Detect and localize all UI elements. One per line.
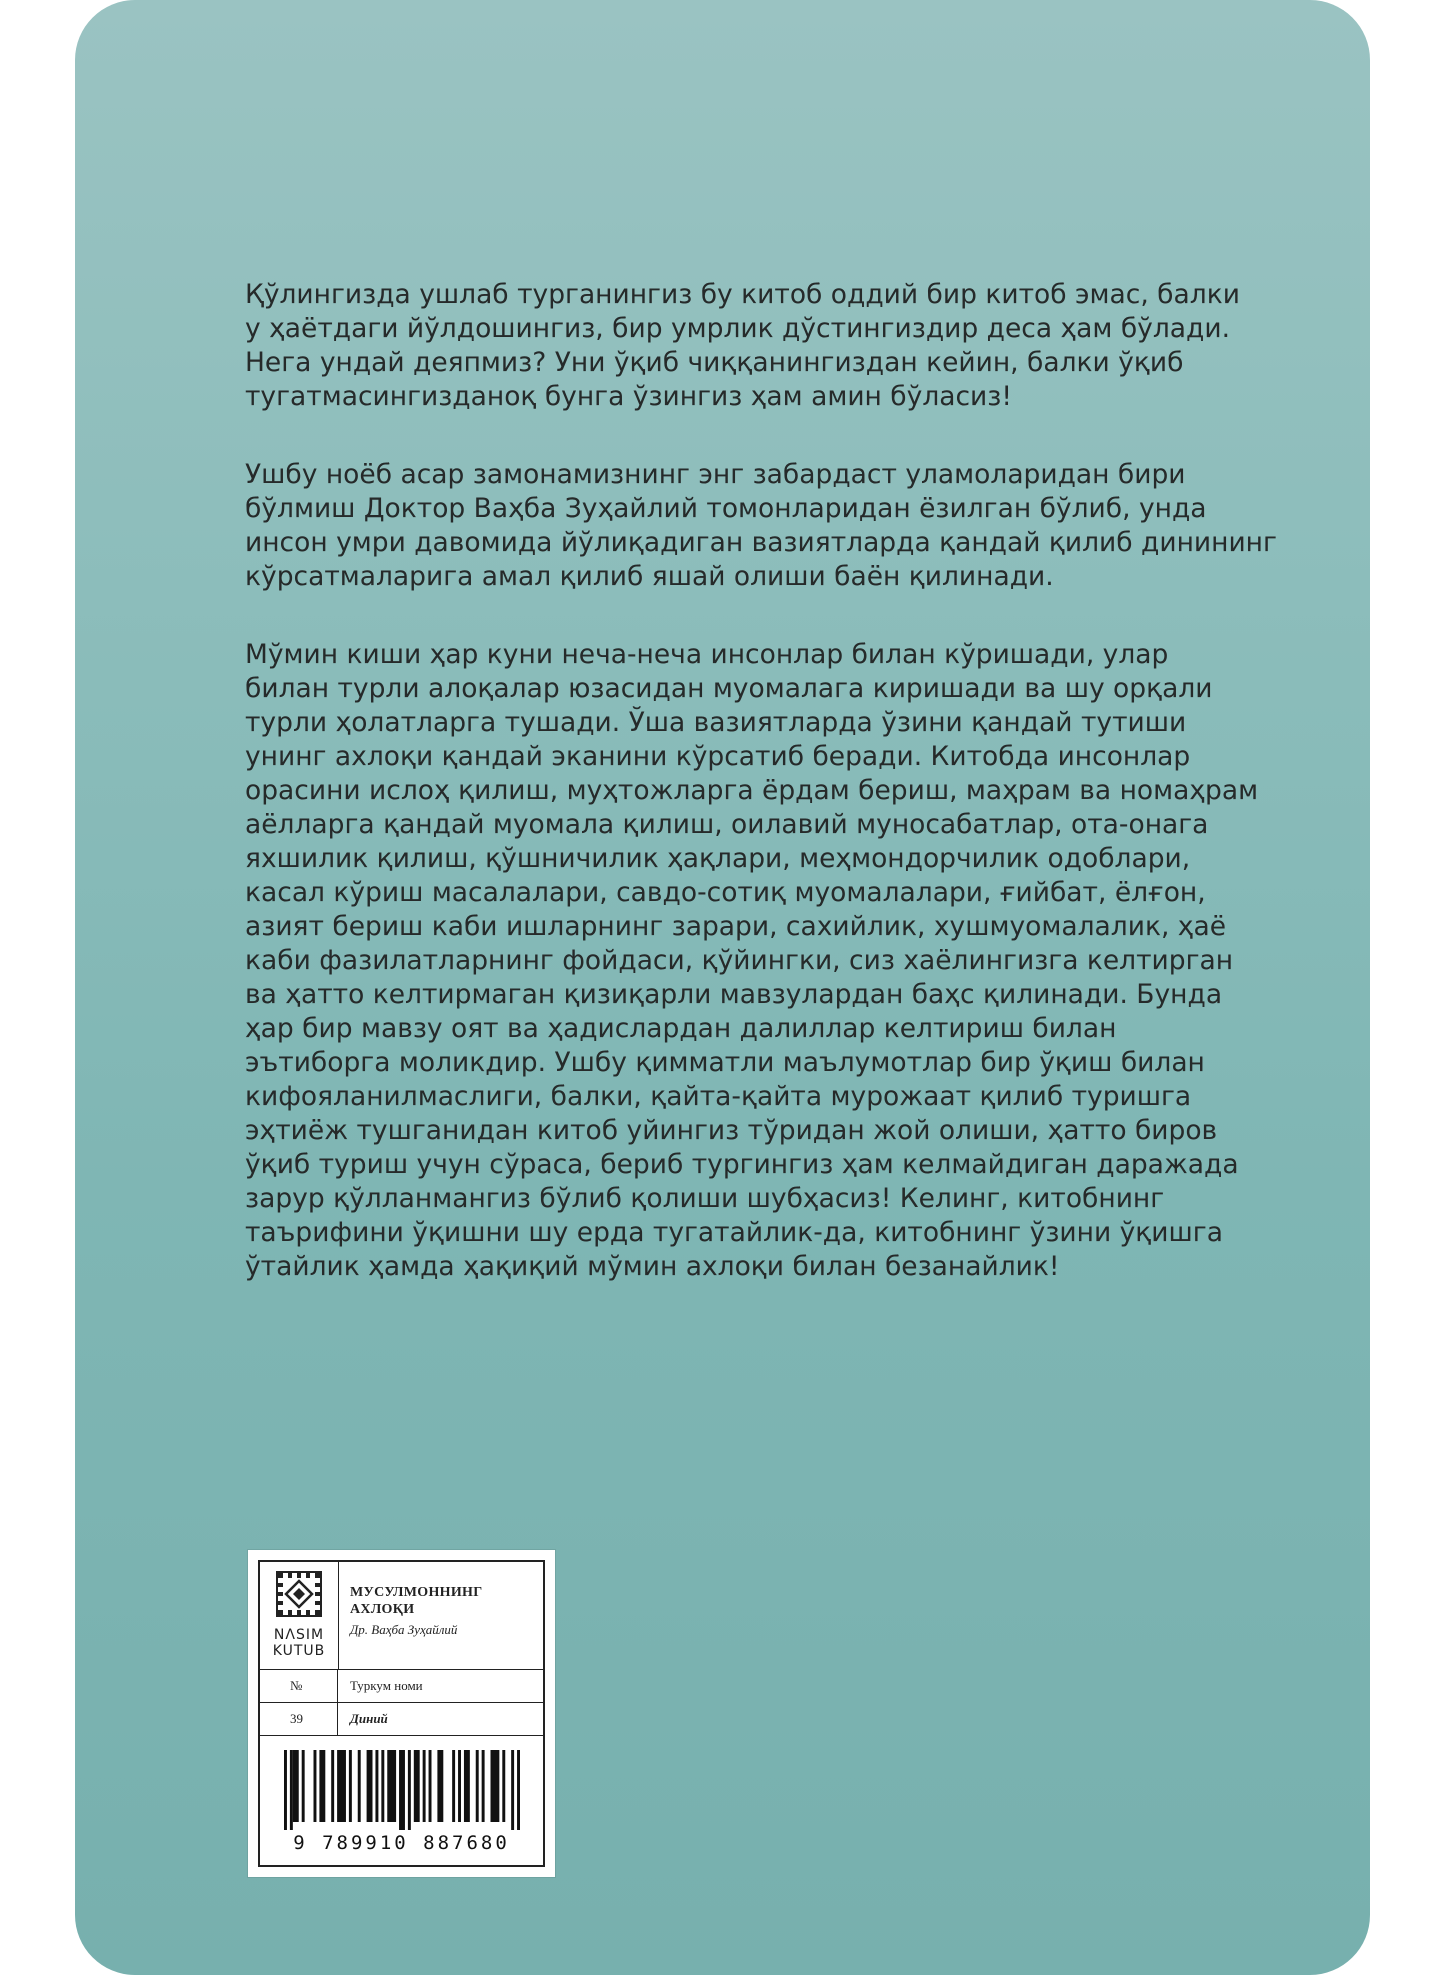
barcode-bar — [293, 1750, 299, 1822]
blurb-paragraph-2: Ушбу ноёб асар замонамизнинг энг забардаст уламоларидан бири бўлмиш Доктор Ваҳба Зуҳайлий томонларидан ёзилган бўлиб, унда инсон умри давомида йўлиқадиган вазиятларда қандай қилиб динининг кўрсатмаларига амал қилиб яшай олиши баён қилинади. — [245, 459, 1277, 592]
publisher-logo-icon — [276, 1571, 322, 1617]
barcode-bar — [302, 1750, 305, 1822]
barcode-bar — [414, 1750, 420, 1822]
barcode-bar — [423, 1750, 426, 1822]
header-series: Туркум номи — [350, 1678, 423, 1693]
barcode-bar — [381, 1750, 384, 1822]
series-number: 39 — [260, 1703, 338, 1735]
isbn-number: 9 789910 887680 — [293, 1832, 510, 1854]
barcode-bar — [314, 1750, 317, 1822]
barcode-bar — [476, 1750, 479, 1822]
publisher-label — [248, 1550, 555, 1877]
barcode-bar — [349, 1750, 352, 1822]
publisher-name-line2: KUTUB — [272, 1643, 326, 1659]
barcode-bar — [358, 1750, 361, 1822]
label-book-title: МУСУЛМОННИНГ АХЛОҚИ — [350, 1585, 483, 1617]
barcode-bar — [290, 1750, 293, 1830]
barcode-bar — [284, 1750, 287, 1830]
barcode-bar — [452, 1750, 455, 1822]
barcode-bar — [458, 1750, 461, 1822]
isbn-barcode — [282, 1750, 522, 1830]
publisher-logo — [260, 1562, 339, 1669]
barcode-bar — [511, 1750, 514, 1830]
blurb-paragraph-3: Мўмин киши ҳар куни неча-неча инсонлар билан кўришади, улар билан турли алоқалар юзасидан муомалага киришади ва шу орқали турли ҳолатларга тушади. Ўша вазиятларда ўзини қандай тутиши унинг ахлоқи қандай эканини кўрсатиб беради. Китобда инсонлар орасини ислоҳ қилиш, муҳтожларга ёрдам бериш, маҳрам ва номаҳрам аёлларга қандай муомала қилиш, оилавий муносабатлар, ота-онага яхшилик қилиш, қўшничилик ҳақлари, меҳмондорчилик одоблари, касал кўриш масалалари, савдо-сотиқ муомалалари, ғийбат, ёлғон, азият бериш каби ишларнинг зарари, сахийлик, хушмуомалалик, ҳаё каби фазилатларнинг фойдаси, қўйингки, сиз хаёлингизга келтирган ва ҳатто келтирмаган қизиқарли мавзулардан баҳс қилинади. Бунда ҳар бир мавзу оят ва ҳадислардан далиллар келтириш билан эътиборга моликдир. Ушбу қимматли маълумотлар бир ўқиш билан кифояланилмаслиги, балки, қайта-қайта мурожаат қилиб туришга эҳтиёж тушганидан китоб уйингиз тўридан жой олиши, ҳатто биров ўқиб туриш учун сўраса, бериб тургингиз ҳам келмайдиган даражада зарур қўлланмангиз бўлиб қолиши шубҳасиз! Келинг, китобнинг таърифини ўқишни шу ерда тугатайлик-да, китобнинг ўзини ўқишга ўтайлик ҳамда ҳақиқий мўмин ахлоқи билан безанайлик! — [245, 639, 1259, 1282]
barcode-bar — [331, 1750, 334, 1822]
label-author: Др. Ваҳба Зуҳайлий — [350, 1622, 458, 1637]
barcode-bar — [437, 1750, 443, 1822]
label-table-header — [260, 1670, 543, 1703]
book-back-cover — [75, 0, 1370, 1975]
cover-blurb — [245, 278, 1325, 1328]
barcode-bar — [502, 1750, 505, 1822]
label-table-row — [260, 1703, 543, 1736]
barcode-bar — [387, 1750, 396, 1822]
barcode-bar — [464, 1750, 470, 1822]
barcode-bar — [429, 1750, 432, 1822]
barcode-bar — [517, 1750, 520, 1830]
publisher-name-line1: NΛSIM — [273, 1627, 325, 1643]
barcode-bar — [408, 1750, 411, 1830]
label-header — [260, 1562, 543, 1670]
barcode-bar — [319, 1750, 325, 1822]
header-number: № — [260, 1670, 338, 1702]
barcode-bar — [375, 1750, 378, 1822]
barcode-bar — [482, 1750, 485, 1822]
barcode-bar — [491, 1750, 500, 1822]
barcode-bar — [337, 1750, 346, 1822]
barcode-bar — [399, 1750, 405, 1830]
blurb-paragraph-1: Қўлингизда ушлаб турганингиз бу китоб оддий бир китоб эмас, балки у ҳаётдаги йўлдошингиз, бир умрлик дўстингиздир деса ҳам бўлади. Нега ундай деяпмиз? Уни ўқиб чиққанингиздан кейин, балки ўқиб тугатмасингизданоқ бунга ўзингиз ҳам амин бўласиз! — [245, 279, 1240, 412]
barcode-bar — [367, 1750, 373, 1822]
series-name: Диний — [350, 1711, 388, 1726]
label-frame — [258, 1560, 545, 1867]
